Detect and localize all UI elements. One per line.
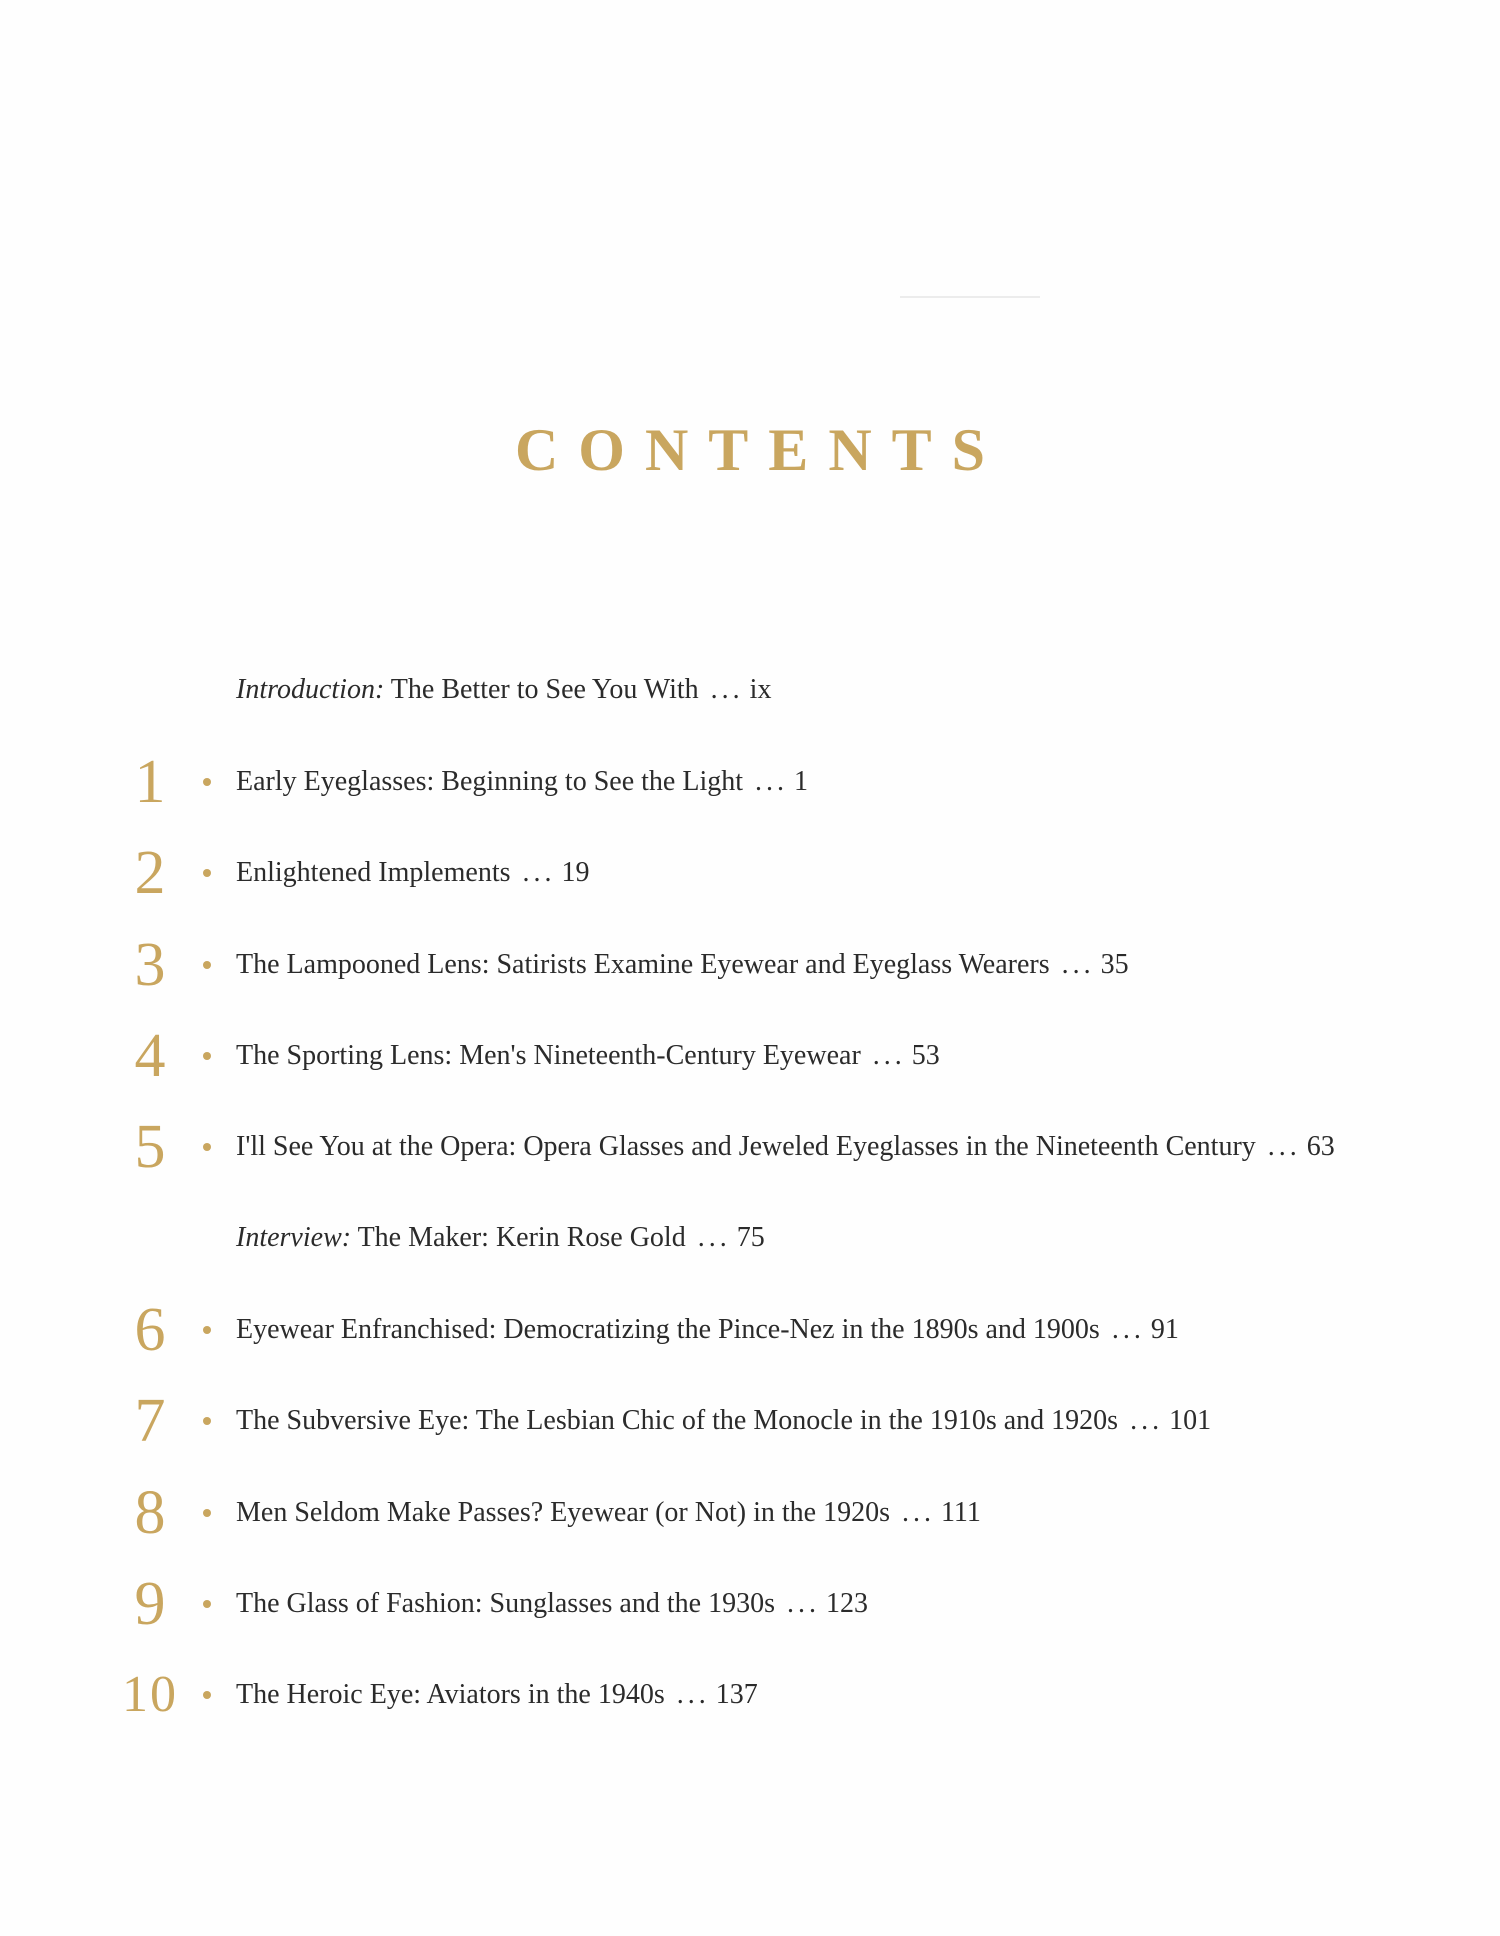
toc-entry-title: The Glass of Fashion: Sunglasses and the 1930s bbox=[236, 1588, 775, 1619]
chapter-number: 9 bbox=[134, 1570, 166, 1638]
chapter-number: 10 bbox=[122, 1666, 178, 1723]
bullet-dot bbox=[203, 778, 211, 786]
toc-entry-chapter-9[interactable] bbox=[0, 1570, 1500, 1638]
toc-page-number: 19 bbox=[561, 857, 590, 888]
toc-entry-text bbox=[236, 1586, 868, 1622]
toc-leader-dots: ... bbox=[901, 1497, 935, 1528]
toc-page-number: 111 bbox=[940, 1497, 981, 1528]
bullet-dot bbox=[203, 869, 211, 877]
bullet-dot bbox=[203, 1052, 211, 1060]
chapter-number: 7 bbox=[134, 1387, 166, 1455]
toc-leader-dots: ... bbox=[710, 674, 744, 705]
toc-page-number: 123 bbox=[825, 1588, 868, 1619]
toc-page-number: 101 bbox=[1169, 1405, 1212, 1436]
toc-entry-text bbox=[236, 1403, 1211, 1439]
toc-leader-dots: ... bbox=[697, 1222, 731, 1253]
bullet-dot bbox=[203, 1600, 211, 1608]
toc-entry-text bbox=[236, 764, 808, 800]
toc-leader-dots: ... bbox=[1061, 949, 1095, 980]
toc-entry-chapter-4[interactable] bbox=[0, 1022, 1500, 1090]
toc-leader-dots: ... bbox=[1267, 1131, 1301, 1162]
toc-entry-chapter-7[interactable] bbox=[0, 1387, 1500, 1455]
toc-leader-dots: ... bbox=[1130, 1405, 1164, 1436]
toc-entry-chapter-8[interactable] bbox=[0, 1479, 1500, 1547]
toc-entry-chapter-1[interactable] bbox=[0, 748, 1500, 816]
toc-page-number: 35 bbox=[1100, 949, 1129, 980]
toc-entry-title: The Heroic Eye: Aviators in the 1940s bbox=[236, 1679, 665, 1710]
chapter-number: 1 bbox=[134, 748, 166, 816]
toc-leader-dots: ... bbox=[786, 1588, 820, 1619]
toc-entry-text bbox=[236, 672, 771, 708]
chapter-number: 8 bbox=[134, 1479, 166, 1547]
toc-entry-text bbox=[236, 1677, 758, 1713]
toc-entry-title: The Sporting Lens: Men's Nineteenth-Century Eyewear bbox=[236, 1040, 861, 1071]
scan-smudge bbox=[900, 296, 1040, 298]
bullet-dot bbox=[203, 1143, 211, 1151]
toc-page-number: 53 bbox=[911, 1040, 940, 1071]
toc-entry-label: Introduction: bbox=[236, 674, 385, 705]
toc-entry-label: Interview: bbox=[236, 1222, 352, 1253]
toc-entry-title: Enlightened Implements bbox=[236, 857, 511, 888]
toc-entry-intro[interactable] bbox=[0, 660, 1500, 720]
toc-page-number: 137 bbox=[715, 1679, 758, 1710]
toc-entry-text bbox=[236, 1129, 1335, 1165]
bullet-dot bbox=[203, 1509, 211, 1517]
bullet-dot bbox=[203, 961, 211, 969]
toc-entry-title: Men Seldom Make Passes? Eyewear (or Not) in the 1920s bbox=[236, 1497, 890, 1528]
toc-entry-text bbox=[236, 1038, 940, 1074]
toc-leader-dots: ... bbox=[1111, 1314, 1145, 1345]
toc-entry-chapter-10[interactable] bbox=[0, 1665, 1500, 1725]
toc-entry-text bbox=[236, 1220, 765, 1256]
contents-title: CONTENTS bbox=[514, 417, 1006, 483]
toc-entry-title: The Subversive Eye: The Lesbian Chic of the Monocle in the 1910s and 1920s bbox=[236, 1405, 1119, 1436]
toc-leader-dots: ... bbox=[676, 1679, 710, 1710]
chapter-number: 4 bbox=[134, 1022, 166, 1090]
toc-page-number: ix bbox=[749, 674, 772, 705]
toc-entry-title: The Maker: Kerin Rose Gold bbox=[357, 1222, 686, 1253]
toc-entry-title: The Lampooned Lens: Satirists Examine Eyewear and Eyeglass Wearers bbox=[236, 949, 1050, 980]
chapter-number: 5 bbox=[134, 1113, 166, 1181]
bullet-dot bbox=[203, 1326, 211, 1334]
toc-entry-text bbox=[236, 1312, 1179, 1348]
toc-entry-title: Early Eyeglasses: Beginning to See the Light bbox=[236, 766, 744, 797]
bullet-dot bbox=[203, 1691, 211, 1699]
toc-leader-dots: ... bbox=[755, 766, 789, 797]
toc-entry-text bbox=[236, 855, 590, 891]
toc-page-number: 63 bbox=[1306, 1131, 1335, 1162]
chapter-number: 6 bbox=[134, 1296, 166, 1364]
toc-leader-dots: ... bbox=[872, 1040, 906, 1071]
toc-entry-title: I'll See You at the Opera: Opera Glasses and Jeweled Eyeglasses in the Nineteenth Century bbox=[236, 1131, 1256, 1162]
bullet-dot bbox=[203, 1417, 211, 1425]
toc-entry-chapter-3[interactable] bbox=[0, 931, 1500, 999]
toc-entry-interview[interactable] bbox=[0, 1208, 1500, 1268]
toc-entry-chapter-2[interactable] bbox=[0, 839, 1500, 907]
toc-entry-text bbox=[236, 947, 1129, 983]
chapter-number: 3 bbox=[134, 931, 166, 999]
toc-entry-title: Eyewear Enfranchised: Democratizing the Pince-Nez in the 1890s and 1900s bbox=[236, 1314, 1100, 1345]
toc-page-number: 91 bbox=[1150, 1314, 1179, 1345]
toc-entry-chapter-6[interactable] bbox=[0, 1296, 1500, 1364]
toc-entry-chapter-5[interactable] bbox=[0, 1113, 1500, 1181]
toc-page-number: 1 bbox=[794, 766, 809, 797]
toc-leader-dots: ... bbox=[522, 857, 556, 888]
chapter-number: 2 bbox=[134, 839, 166, 907]
toc-page-number: 75 bbox=[736, 1222, 765, 1253]
toc-entry-title: The Better to See You With bbox=[390, 674, 699, 705]
toc-entry-text bbox=[236, 1495, 981, 1531]
